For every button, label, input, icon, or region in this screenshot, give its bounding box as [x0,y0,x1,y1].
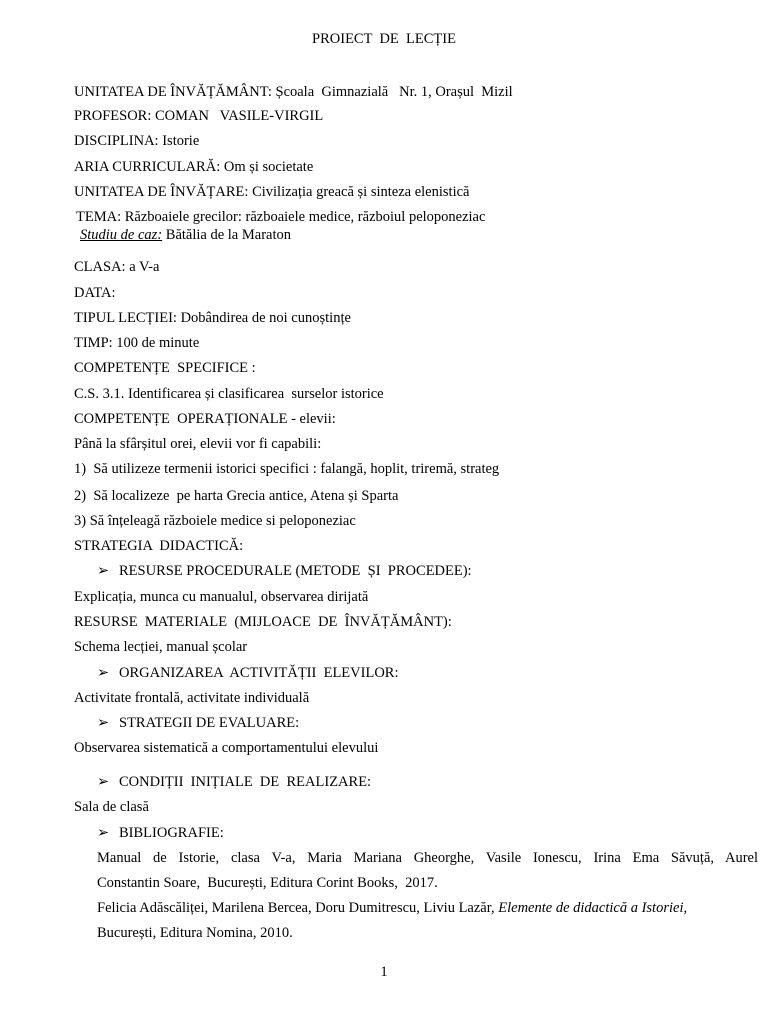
arrow-bullet-icon: ➢ [97,715,110,731]
field-label: TIMP: [74,335,113,351]
field-label: TEMA: [76,209,122,225]
field-unitate-invatare [74,183,469,201]
competente-specifice-heading: COMPETENȚE SPECIFICE : [74,360,256,376]
field-value: Civilizația greacă și sinteza elenistică [248,184,470,200]
arrow-bullet-icon: ➢ [97,665,110,681]
competente-operationale-heading: COMPETENȚE OPERAȚIONALE - elevii: [74,411,336,427]
field-label: TIPUL LECȚIEI: [74,310,177,326]
conditii-text: Sala de clasă [74,799,149,815]
section-heading: STRATEGII DE EVALUARE: [119,715,300,731]
field-value: Școala Gimnazială Nr. 1, Orașul Mizil [271,84,513,100]
evaluare-text: Observarea sistematică a comportamentului elevului [74,740,379,756]
resurse-procedurale-heading [97,562,472,580]
field-value: 100 de minute [112,335,200,351]
field-disciplina [74,132,199,150]
field-label: ARIA CURRICULARĂ: [74,159,221,175]
field-value: a V-a [125,259,160,275]
section-heading: CONDIȚII INIȚIALE DE REALIZARE: [119,774,372,790]
field-label: CLASA: [74,259,126,275]
arrow-bullet-icon: ➢ [97,774,110,790]
field-value: Războaiele grecilor: războaiele medice, războiul peloponeziac [121,209,486,225]
competenta-specifica: C.S. 3.1. Identificarea și clasificarea surselor istorice [74,386,384,402]
resurse-materiale-heading: RESURSE MATERIALE (MIJLOACE DE ÎNVĂȚĂMÂNT): [74,614,452,630]
bibliografie-authors: Felicia Adăscăliței, Marilena Bercea, Doru Dumitrescu, Liviu Lazăr, [97,900,499,916]
section-heading: ORGANIZAREA ACTIVITĂȚII ELEVILOR: [119,665,399,681]
bibliografie-heading [97,824,224,842]
bibliografie-entry-1-line-1: Manual de Istorie, clasa V-a, Maria Mariana Gheorghe, Vasile Ionescu, Irina Ema Săvuță, Aurel [97,850,758,866]
competenta-operationala-item: 3) Să înțeleagă războiele medice si peloponeziac [74,513,356,529]
field-value: Om și societate [220,159,314,175]
strategia-heading: STRATEGIA DIDACTICĂ: [74,538,244,554]
bibliografie-entry-2-line-1 [97,899,687,917]
organizarea-heading [97,664,399,682]
page-title: PROIECT DE LECȚIE [312,31,456,47]
field-label: DISCIPLINA: [74,133,159,149]
field-tema [76,208,485,226]
field-unitate-invatamant [74,83,513,101]
field-value: Dobândirea de noi cunoștințe [176,310,351,326]
conditii-heading [97,773,371,791]
competenta-operationala-item: 1) Să utilizeze termenii istorici specifici : falangă, hoplit, triremă, strateg [74,461,500,477]
field-studiu [80,226,291,244]
section-heading: BIBLIOGRAFIE: [119,825,224,841]
field-tipul [74,309,351,327]
page-number: 1 [380,964,388,980]
field-aria [74,158,313,176]
bibliografie-title: Elemente de didactică a Istoriei, [498,900,688,916]
arrow-bullet-icon: ➢ [97,563,110,579]
evaluare-heading [97,714,299,732]
field-data [74,284,116,302]
competente-operationale-intro: Până la sfârșitul orei, elevii vor fi capabili: [74,436,322,452]
field-label: PROFESOR: [74,108,152,124]
field-clasa [74,258,159,276]
field-value: Istorie [158,133,200,149]
field-label: Studiu de caz: [80,227,163,243]
field-label: UNITATEA DE ÎNVĂȚĂMÂNT: [74,84,272,100]
field-timp [74,334,199,352]
field-profesor [74,107,323,125]
organizarea-text: Activitate frontală, activitate individuală [74,690,310,706]
competenta-operationala-item: 2) Să localizeze pe harta Grecia antice, Atena și Sparta [74,488,399,504]
field-label: DATA: [74,285,116,301]
resurse-procedurale-text: Explicația, munca cu manualul, observarea dirijată [74,589,369,605]
field-value: Bătălia de la Maraton [162,227,291,243]
resurse-materiale-text: Schema lecției, manual școlar [74,639,248,655]
arrow-bullet-icon: ➢ [97,825,110,841]
bibliografie-entry-1-line-2: Constantin Soare, București, Editura Corint Books, 2017. [97,875,438,891]
bibliografie-entry-2-line-2: București, Editura Nomina, 2010. [97,925,293,941]
field-label: UNITATEA DE ÎNVĂȚARE: [74,184,249,200]
section-heading: RESURSE PROCEDURALE (METODE ȘI PROCEDEE): [119,563,472,579]
field-value: COMAN VASILE-VIRGIL [151,108,324,124]
